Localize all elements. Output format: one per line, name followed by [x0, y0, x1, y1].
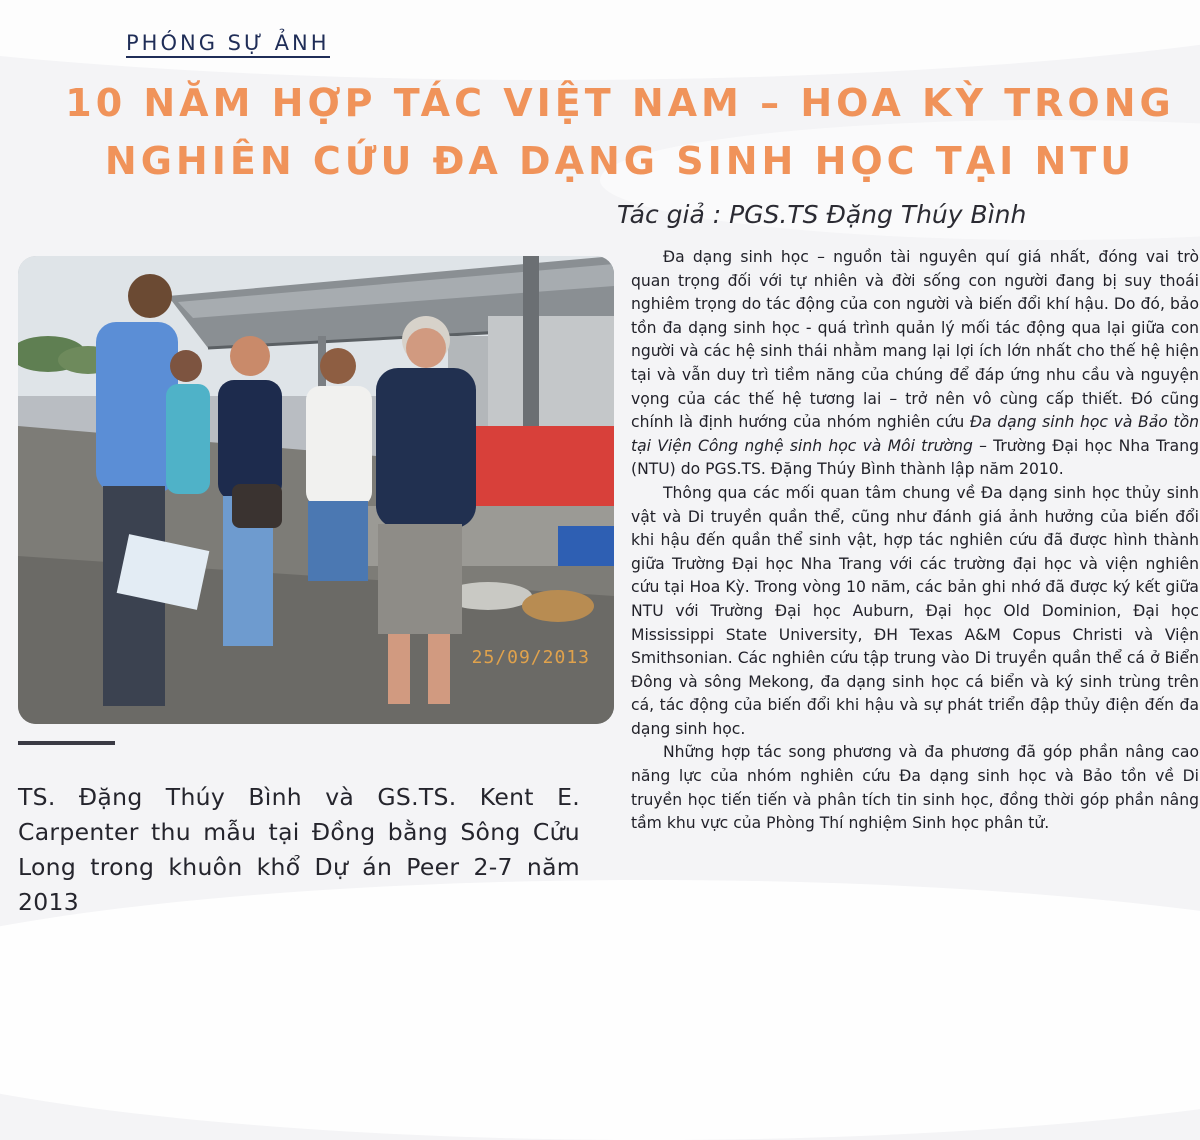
photo-date-stamp: 25/09/2013 — [471, 647, 590, 668]
article-paragraph-3: Những hợp tác song phương và đa phương đã góp phần nâng cao năng lực của nhóm nghiên cứu Đa dạng sinh học và Bảo tồn về Di truyền học tiến tiến và phân tích tin sinh học, đồng thời góp phần nâng tầm khu vực của Phòng Thí nghiệm Sinh học phân tử. — [631, 743, 1199, 833]
article-paragraph-2: Thông qua các mối quan tâm chung về Đa dạng sinh học thủy sinh vật và Di truyền quần thể, cũng như đánh giá ảnh hưởng của biến đổi khi hậu đến quần thể sinh vật, hợp tác nghiên cứu đã được hình thành giữa Trường Đại học Nha Trang với các trường đại học và viện nghiên cứu tại Hoa Kỳ. Trong vòng 10 năm, các bản ghi nhớ đã được ký kết giữa NTU với Trường Đại học Auburn, Đại học Old Dominion, Đại học Mississippi State University, ĐH Texas A&M Copus Christi và Viện Smithsonian. Các nghiên cứu tập trung vào Di truyền quần thể cá ở Biển Đông và sông Mekong, đa dạng sinh học cá biển và ký sinh trùng trên cá, tác động của biến đổi khi hậu và sự phát triển đập thủy điện đến đa dạng sinh học. — [631, 483, 1199, 738]
article-title-line-1: 10 NĂM HỢP TÁC VIỆT NAM – HOA KỲ TRONG — [65, 81, 1175, 125]
field-sampling-photo — [18, 256, 614, 724]
caption-divider — [18, 741, 115, 745]
article-body — [631, 246, 1199, 836]
article-paragraph-1-text-b: – Trường Đại học Nha Trang (NTU) do PGS.TS. Đặng Thúy Bình thành lập năm 2010. — [631, 436, 1199, 479]
article-title — [40, 74, 1200, 190]
research-group-name: Đa dạng sinh học và Bảo tồn tại Viện Công nghệ sinh học và Môi trường — [631, 413, 1200, 455]
article-paragraph-1 — [631, 246, 1199, 482]
section-label: PHÓNG SỰ ẢNH — [126, 30, 330, 58]
photo-caption: TS. Đặng Thúy Bình và GS.TS. Kent E. Carpenter thu mẫu tại Đồng bằng Sông Cửu Long trong khuôn khổ Dự án Peer 2-7 năm 2013 — [18, 783, 580, 916]
author-byline: Tác giả : PGS.TS Đặng Thúy Bình — [617, 200, 1027, 229]
article-title-line-2: NGHIÊN CỨU ĐA DẠNG SINH HỌC TẠI NTU — [104, 139, 1136, 183]
article-paragraph-1-text-a: Đa dạng sinh học – nguồn tài nguyên quí giá nhất, đóng vai trò quan trọng đối với tự nhiên và đời sống con người đang bị suy thoái nghiêm trọng do tác động của con người và biến đổi khí hậu. Do đó, bảo tồn đa dạng sinh học - quá trình quản lý mối tác động qua lại giữa con người và các hệ sinh thái nhằm mang lại lợi ích lớn nhất cho thế hệ hiện tại và vẫn duy trì tiềm năng của chúng để đáp ứng nhu cầu và nguyện vọng của các thế hệ tương lai – trở nên vô cùng cấp thiết. Đó cũng chính là định hướng của nhóm nghiên cứu — [631, 248, 1199, 432]
